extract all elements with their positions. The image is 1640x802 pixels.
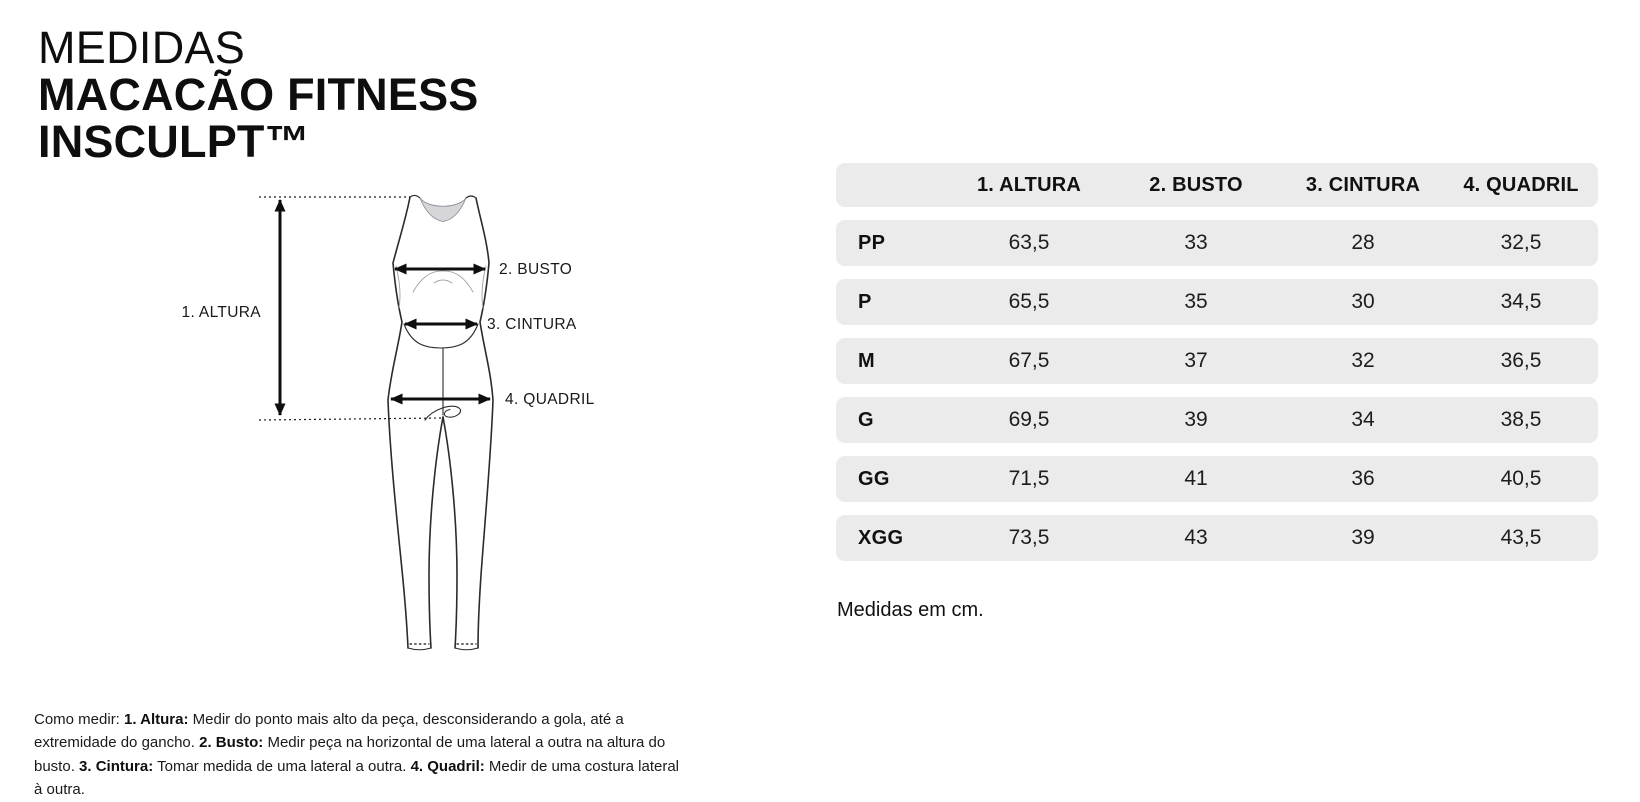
unit-note: Medidas em cm.: [837, 599, 984, 621]
howto-cintura-term: 3. Cintura:: [79, 757, 154, 775]
howto-quadril-desc: Medir de uma costura lateral à outra.: [34, 757, 680, 799]
cell-busto: 33: [1184, 231, 1208, 254]
header-busto: 2. BUSTO: [1149, 173, 1243, 196]
cell-cintura: 28: [1351, 231, 1375, 254]
cell-busto: 35: [1184, 290, 1208, 313]
table-row-m: [836, 338, 1598, 384]
header-altura: 1. ALTURA: [976, 173, 1082, 196]
garment-measurement-diagram: [150, 170, 620, 670]
cell-cintura: 36: [1351, 467, 1375, 490]
title-medidas: MEDIDAS: [38, 22, 246, 73]
howto-busto-desc: Medir peça na horizontal de uma lateral a outra na altura do busto.: [34, 734, 666, 775]
table-header-row: [836, 163, 1598, 207]
cell-quadril: 32,5: [1500, 231, 1542, 254]
table-row-p: [836, 279, 1598, 325]
cell-cintura: 30: [1351, 290, 1375, 313]
cell-busto: 41: [1184, 467, 1208, 490]
cell-cintura: 39: [1351, 526, 1375, 549]
how-to-measure-text: [34, 708, 686, 802]
howto-intro: Como medir:: [34, 711, 125, 728]
cell-size: XGG: [858, 526, 904, 549]
cell-cintura: 34: [1351, 408, 1375, 431]
cell-altura: 73,5: [1008, 526, 1050, 549]
header-cintura: 3. CINTURA: [1305, 173, 1421, 196]
cell-busto: 39: [1184, 408, 1208, 431]
cell-altura: 69,5: [1008, 408, 1050, 431]
cell-size: M: [858, 349, 875, 372]
howto-altura-desc: Medir do ponto mais alto da peça, desconsiderando a gola, até a extremidade do gancho.: [34, 711, 624, 752]
jumpsuit-outline-sketch: [388, 195, 493, 649]
header-quadril: 4. QUADRIL: [1463, 173, 1579, 196]
cell-quadril: 40,5: [1500, 467, 1542, 490]
cell-quadril: 34,5: [1500, 290, 1542, 313]
title-product-tech: INSCULPT™: [38, 116, 310, 167]
cell-size: GG: [858, 467, 890, 490]
cell-size: PP: [858, 231, 886, 254]
howto-altura-term: 1. Altura:: [124, 711, 189, 728]
page-title: [38, 24, 479, 165]
cell-quadril: 38,5: [1500, 408, 1542, 431]
size-table: [836, 163, 1598, 561]
figure-label-busto: 2. BUSTO: [499, 261, 573, 278]
howto-quadril-term: 4. Quadril:: [410, 757, 485, 775]
howto-busto-term: 2. Busto:: [199, 734, 264, 752]
cell-size: P: [858, 290, 872, 313]
figure-label-altura: 1. ALTURA: [181, 304, 261, 321]
figure-label-cintura: 3. CINTURA: [487, 316, 577, 333]
cell-quadril: 36,5: [1500, 349, 1542, 372]
altura-bottom-reference-line: [259, 418, 441, 420]
howto-cintura-desc: Tomar medida de uma lateral a outra.: [153, 757, 411, 775]
cell-altura: 63,5: [1008, 231, 1050, 254]
table-row-pp: [836, 220, 1598, 266]
cell-quadril: 43,5: [1500, 526, 1542, 549]
title-product-name: MACACÃO FITNESS: [38, 69, 479, 120]
table-row-g: [836, 397, 1598, 443]
cell-busto: 37: [1184, 349, 1208, 372]
cell-size: G: [858, 408, 874, 431]
cell-busto: 43: [1184, 526, 1208, 549]
cell-altura: 67,5: [1008, 349, 1050, 372]
table-row-xgg: [836, 515, 1598, 561]
cell-cintura: 32: [1351, 349, 1375, 372]
figure-label-quadril: 4. QUADRIL: [505, 391, 595, 408]
cell-altura: 71,5: [1008, 467, 1050, 490]
cell-altura: 65,5: [1008, 290, 1050, 313]
table-row-gg: [836, 456, 1598, 502]
